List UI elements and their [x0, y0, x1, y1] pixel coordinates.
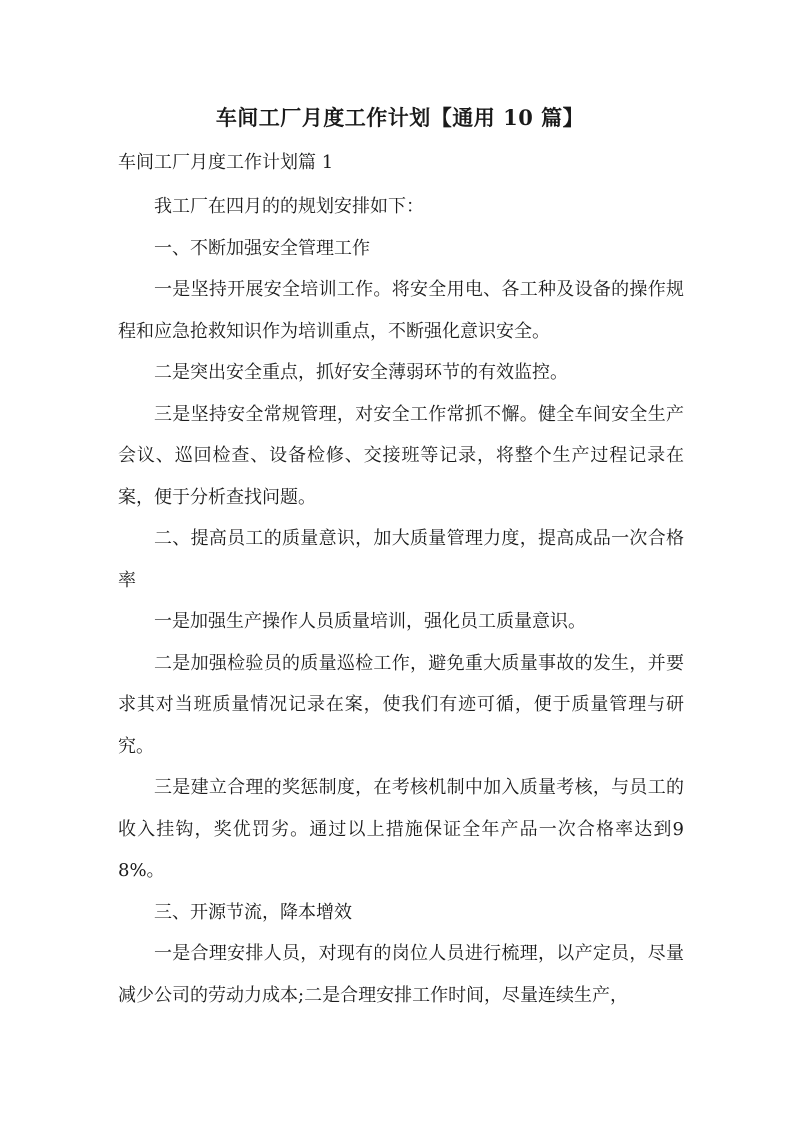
paragraph-intro: 我工厂在四月的的规划安排如下： — [154, 196, 424, 217]
paragraph: 三是坚持安全常规管理，对安全工作常抓不懈。健全车间安全生产会议、巡回检查、设备检修、交接班等记录，将整个生产过程记录在案，便于分析查找问题。 — [118, 403, 684, 508]
paragraph: 一是坚持开展安全培训工作。将安全用电、各工种及设备的操作规程和应急抢救知识作为培训重点，不断强化意识安全。 — [118, 279, 684, 342]
document-body — [118, 186, 684, 1016]
section-heading-safety: 一、不断加强安全管理工作 — [154, 237, 370, 259]
section-heading-cost: 三、开源节流，降本增效 — [154, 901, 352, 923]
paragraph: 二是突出安全重点，抓好安全薄弱环节的有效监控。 — [154, 362, 568, 383]
paragraph: 一是加强生产操作人员质量培训，强化员工质量意识。 — [154, 611, 586, 632]
paragraph: 一是合理安排人员，对现有的岗位人员进行梳理，以产定员，尽量减少公司的劳动力成本;二是合理安排工作时间，尽量连续生产， — [118, 943, 684, 1006]
section-heading-quality: 二、提高员工的质量意识，加大质量管理力度，提高成品一次合格率 — [118, 528, 684, 591]
document-subtitle: 车间工厂月度工作计划篇 1 — [118, 152, 334, 173]
paragraph: 二是加强检验员的质量巡检工作，避免重大质量事故的发生，并要求其对当班质量情况记录在案，使我们有迹可循，便于质量管理与研究。 — [118, 652, 684, 757]
document-title: 车间工厂月度工作计划【通用 10 篇】 — [215, 105, 585, 130]
paragraph: 三是建立合理的奖惩制度，在考核机制中加入质量考核，与员工的收入挂钩，奖优罚劣。通过以上措施保证全年产品一次合格率达到98%。 — [118, 777, 684, 881]
